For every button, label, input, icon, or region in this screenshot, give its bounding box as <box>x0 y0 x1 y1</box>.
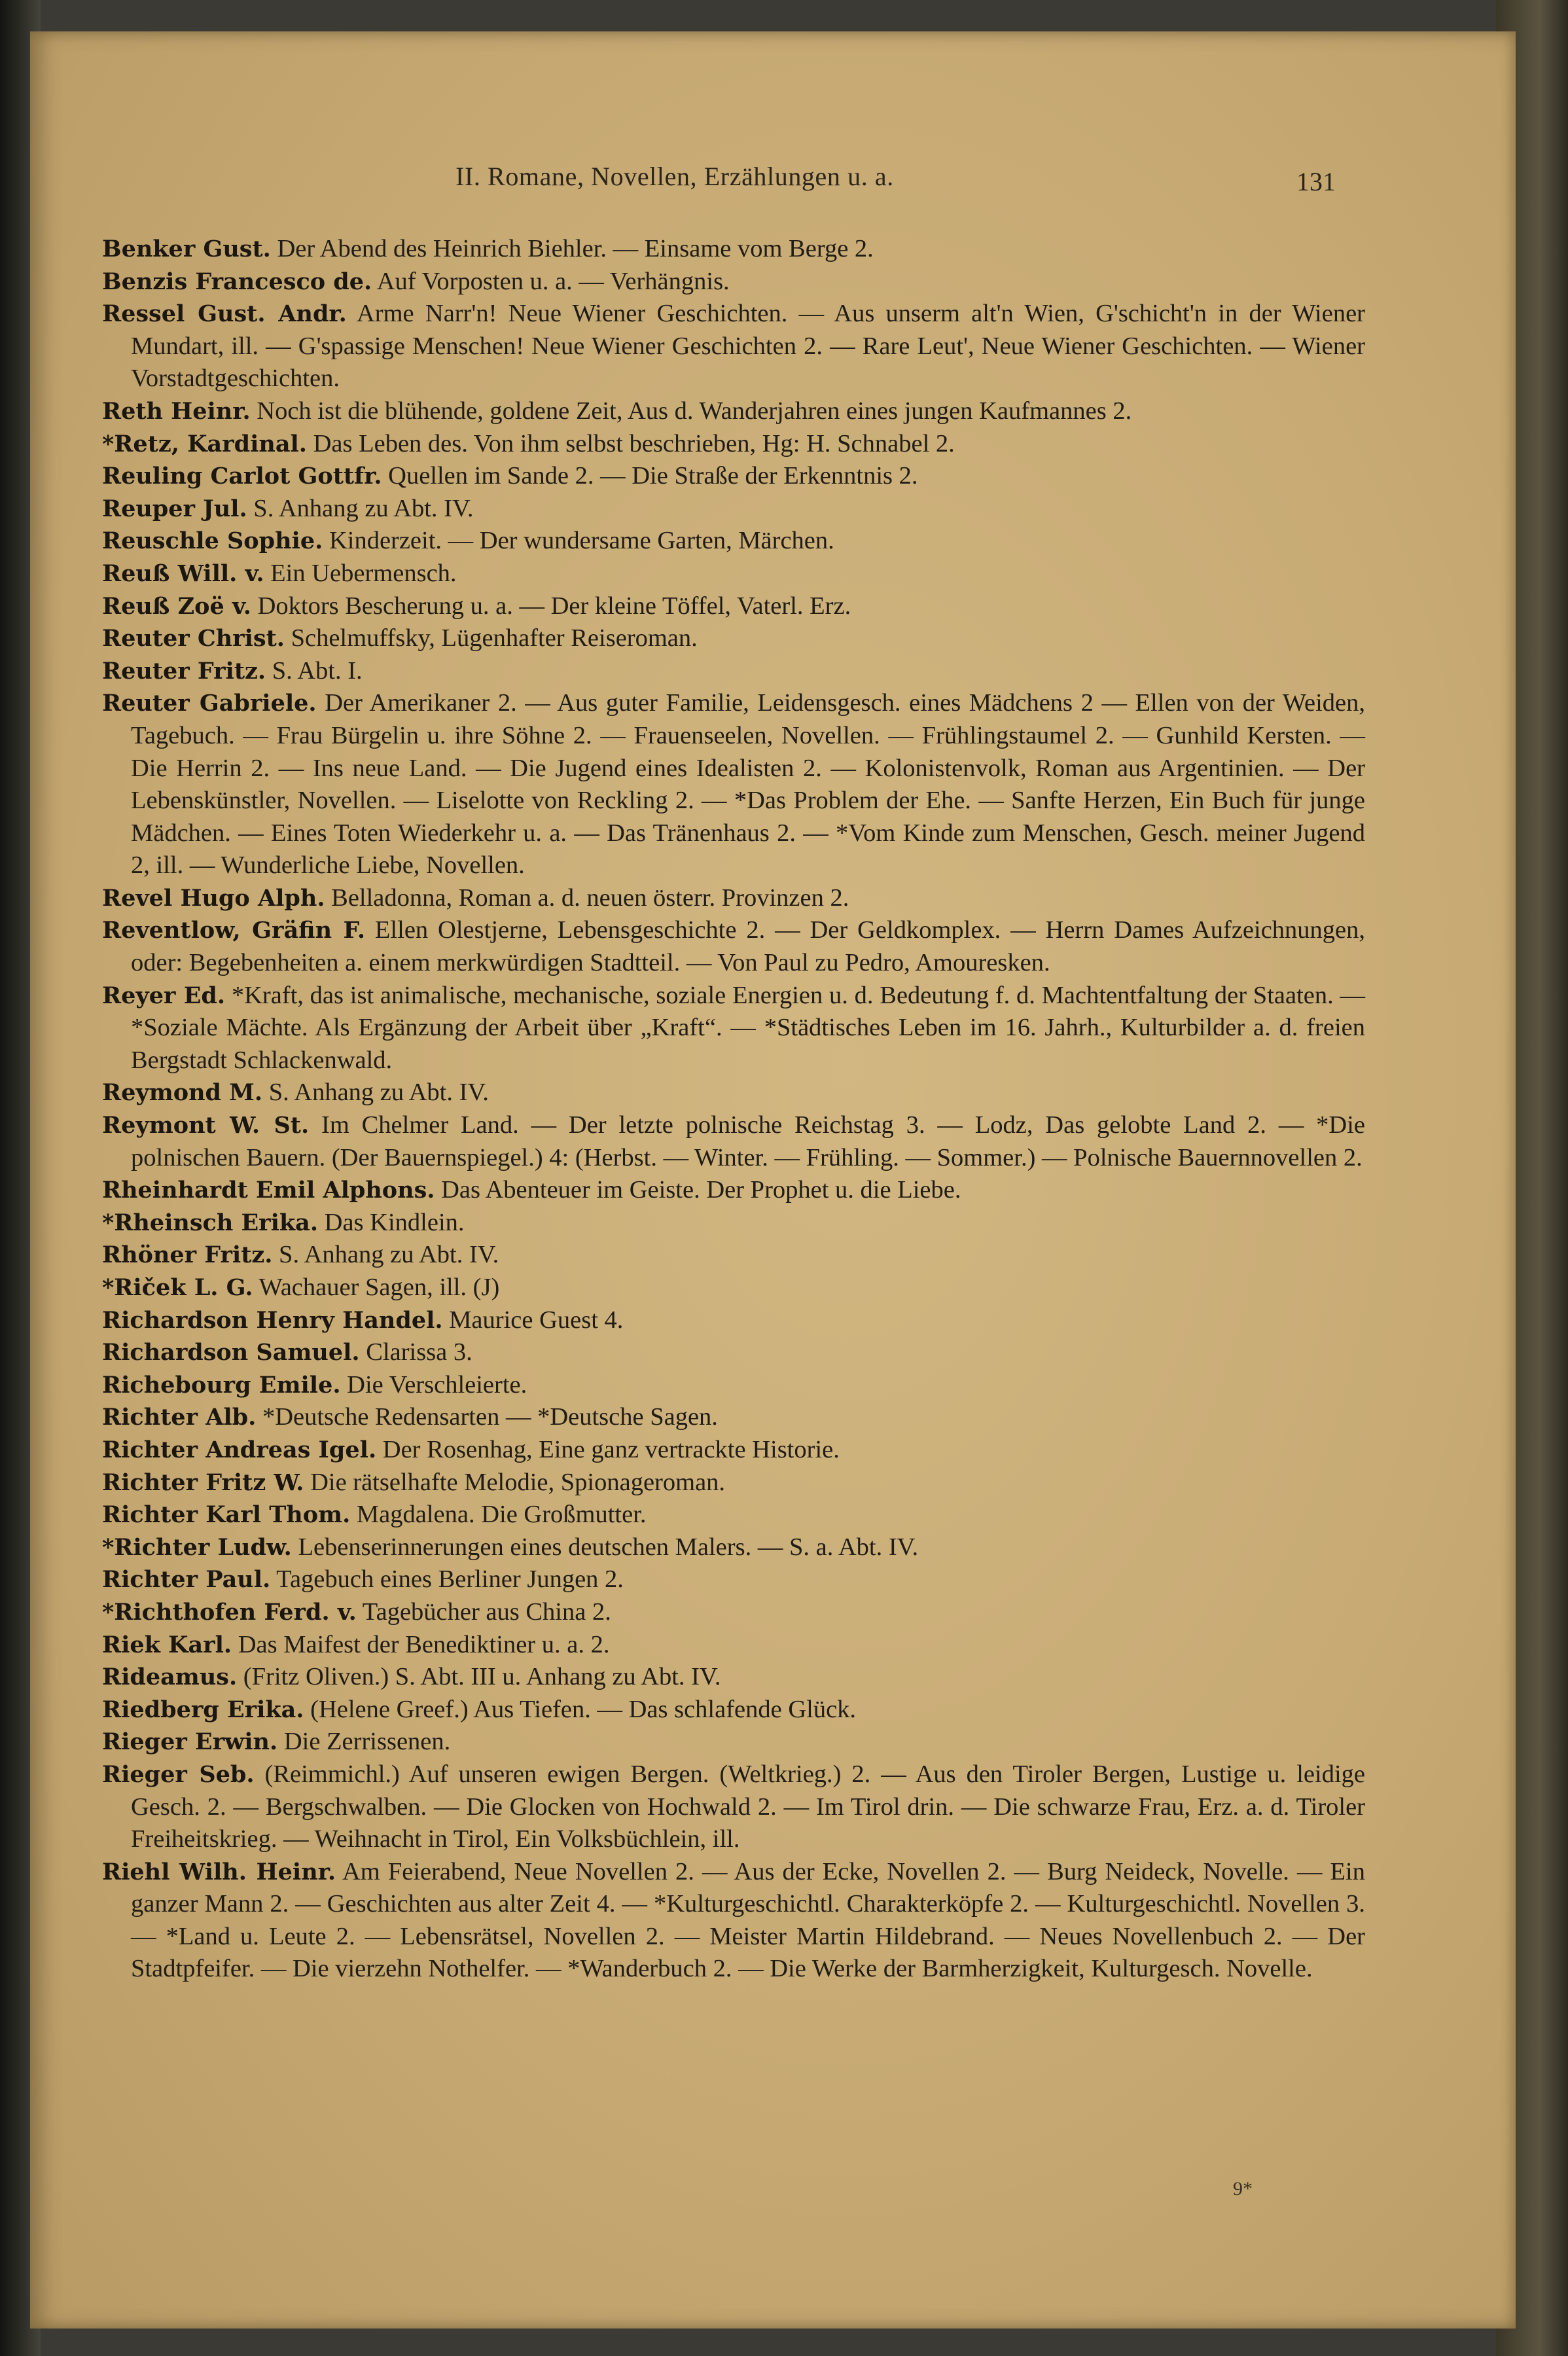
list-item <box>102 493 1365 526</box>
list-item <box>102 1336 1365 1369</box>
entry-works: Die rätselhafte Melodie, Spionageroman. <box>304 1468 726 1496</box>
entry-author: Reuper Jul. <box>102 495 247 522</box>
entry-works: Tagebuch eines Berliner Jungen 2. <box>270 1565 624 1594</box>
page-number: 131 <box>1296 167 1336 196</box>
list-item <box>102 1856 1365 1986</box>
entry-works: (Helene Greef.) Aus Tiefen. — Das schlafende Glück. <box>304 1695 857 1723</box>
entry-author: Richebourg Emile. <box>102 1371 341 1399</box>
entry-author: Reuter Fritz. <box>102 657 266 685</box>
entry-author: Benzis Francesco de. <box>102 268 372 295</box>
entry-works: Belladonna, Roman a. d. neuen österr. Provinzen 2. <box>325 884 849 912</box>
list-item <box>102 1467 1365 1499</box>
entry-works: Das Abenteuer im Geiste. Der Prophet u. die Liebe. <box>435 1176 961 1204</box>
entry-author: Reuter Christ. <box>102 625 285 652</box>
entry-author: Revel Hugo Alph. <box>102 884 325 912</box>
entry-author: *Rheinsch Erika. <box>102 1209 319 1236</box>
entry-works: (Fritz Oliven.) S. Abt. III u. Anhang zu Abt. IV. <box>237 1663 721 1691</box>
entry-author: Reuß Will. v. <box>102 560 264 587</box>
entry-works: Das Kindlein. <box>318 1208 465 1236</box>
list-item <box>102 266 1365 298</box>
list-item <box>102 1207 1365 1240</box>
list-item <box>102 914 1365 979</box>
entry-author: Riedberg Erika. <box>102 1696 304 1723</box>
list-item <box>102 1304 1365 1337</box>
entry-author: Richter Karl Thom. <box>102 1501 351 1529</box>
list-item <box>102 1629 1365 1662</box>
entry-works: Ellen Olestjerne, Lebensgeschichte 2. — Der Geldkomplex. — Herrn Dames Aufzeichnungen, oder: Begebenheiten a. einem merkwürdigen Stadtteil. — Von Paul zu Pedro, Amouresken. <box>131 916 1366 977</box>
list-item <box>102 687 1365 882</box>
entry-works: Schelmuffsky, Lügenhafter Reiseroman. <box>284 624 698 652</box>
list-item <box>102 460 1365 493</box>
entry-works: Am Feierabend, Neue Novellen 2. — Aus der Ecke, Novellen 2. — Burg Neideck, Novelle. — Ein ganzer Mann 2. — Geschichten aus alter Zeit 4. — *Kulturgeschichtl. Charakterköpfe 2. — Kulturgeschichtl. Novellen 3. — *Land u. Leute 2. — Lebensrätsel, Novellen 2. — Meister Martin Hildebrand. — Neues Novellenbuch 2. — Der Stadtpfeifer. — Die vierzehn Nothelfer. — *Wanderbuch 2. — Die Werke der Barmherzigkeit, Kulturgesch. Novelle. <box>131 1857 1365 1983</box>
list-item <box>102 1499 1365 1531</box>
list-item <box>102 298 1365 395</box>
entry-author: Reymont W. St. <box>102 1112 310 1139</box>
entry-works: Der Rosenhag, Eine ganz vertrackte Historie. <box>376 1435 840 1463</box>
list-item <box>102 558 1365 590</box>
list-item <box>102 1239 1365 1272</box>
entry-author: Richardson Henry Handel. <box>102 1306 443 1334</box>
entry-author: Rieger Seb. <box>102 1760 255 1788</box>
entry-author: Riehl Wilh. Heinr. <box>102 1858 336 1885</box>
entry-author: Reth Heinr. <box>102 397 251 425</box>
entry-works: Der Amerikaner 2. — Aus guter Familie, Leidensgesch. eines Mädchens 2 — Ellen von der Weiden, Tagebuch. — Frau Bürgelin u. ihre Söhne 2. — Frauenseelen, Novellen. — Frühlingstaumel 2. — Gunhild Kersten. — Die Herrin 2. — Ins neue Land. — Die Jugend eines Idealisten 2. — Kolonistenvolk, Roman aus Argentinien. — Der Lebenskünstler, Novellen. — Liselotte von Reckling 2. — *Das Problem der Ehe. — Sanfte Herzen, Ein Buch für junge Mädchen. — Eines Toten Wiederkehr u. a. — Das Tränenhaus 2. — *Vom Kinde zum Menschen, Gesch. meiner Jugend 2, ill. — Wunderliche Liebe, Novellen. <box>131 689 1366 880</box>
entry-works: S. Anhang zu Abt. IV. <box>262 1079 489 1107</box>
list-item <box>102 395 1365 428</box>
list-item <box>102 1661 1365 1694</box>
entry-author: *Richthofen Ferd. v. <box>102 1598 357 1626</box>
entry-author: Rideamus. <box>102 1664 238 1691</box>
entry-works: S. Anhang zu Abt. IV. <box>247 494 474 522</box>
entry-works: Quellen im Sande 2. — Die Straße der Erkenntnis 2. <box>382 462 918 490</box>
entry-works: Maurice Guest 4. <box>442 1306 624 1334</box>
list-item <box>102 1726 1365 1758</box>
list-item <box>102 1369 1365 1402</box>
entry-author: Reuß Zoë v. <box>102 592 251 620</box>
entry-list <box>102 233 1365 1986</box>
entry-works: Ein Uebermensch. <box>264 559 457 587</box>
entry-works: Magdalena. Die Großmutter. <box>350 1501 647 1529</box>
list-item <box>102 1077 1365 1109</box>
entry-works: Im Chelmer Land. — Der letzte polnische Reichstag 3. — Lodz, Das gelobte Land 2. — *Die polnischen Bauern. (Der Bauernspiegel.) 4: (Herbst. — Winter. — Frühling. — Sommer.) — Polnische Bauernnovellen 2. <box>131 1111 1365 1171</box>
signature-mark: 9* <box>1233 2178 1253 2200</box>
entry-author: *Richter Ludw. <box>102 1533 292 1561</box>
entry-works: Kinderzeit. — Der wundersame Garten, Märchen. <box>323 527 834 555</box>
entry-author: Riek Karl. <box>102 1631 232 1658</box>
list-item <box>102 1531 1365 1564</box>
book-page <box>30 31 1516 2329</box>
list-item <box>102 1758 1365 1856</box>
list-item <box>102 1434 1365 1467</box>
list-item <box>102 525 1365 558</box>
entry-works: Die Zerrissenen. <box>277 1728 451 1756</box>
list-item <box>102 622 1365 655</box>
entry-works: Doktors Bescherung u. a. — Der kleine Töffel, Vaterl. Erz. <box>251 592 851 620</box>
entry-author: Reventlow, Gräfin F. <box>102 917 366 944</box>
entry-works: S. Abt. I. <box>266 656 363 685</box>
list-item <box>102 655 1365 688</box>
entry-works: *Deutsche Redensarten — *Deutsche Sagen. <box>256 1403 718 1431</box>
entry-works: Das Maifest der Benediktiner u. a. 2. <box>232 1630 610 1658</box>
entry-works: Das Leben des. Von ihm selbst beschrieben, Hg: H. Schnabel 2. <box>306 429 955 457</box>
running-header: II. Romane, Novellen, Erzählungen u. a. <box>455 162 894 191</box>
entry-author: Rhöner Fritz. <box>102 1241 273 1269</box>
entry-author: Ressel Gust. Andr. <box>102 300 347 328</box>
list-item <box>102 233 1365 266</box>
entry-works: (Reimmichl.) Auf unseren ewigen Bergen. (Weltkrieg.) 2. — Aus den Tiroler Bergen, Lustige u. leidige Gesch. 2. — Bergschwalben. — Die Glocken von Hochwald 2. — Im Tirol drin. — Die schwarze Frau, Erz. a. d. Tiroler Freiheitskrieg. — Weihnacht in Tirol, Ein Volksbüchlein, ill. <box>131 1760 1365 1853</box>
entry-works: Noch ist die blühende, goldene Zeit, Aus d. Wanderjahren eines jungen Kaufmannes 2. <box>250 397 1132 425</box>
entry-works: Wachauer Sagen, ill. (J) <box>253 1274 500 1301</box>
list-item <box>102 1272 1365 1304</box>
list-item <box>102 1694 1365 1726</box>
list-item <box>102 590 1365 623</box>
entry-works: Die Verschleierte. <box>340 1370 527 1399</box>
entry-author: Reuter Gabriele. <box>102 690 317 717</box>
entry-author: *Retz, Kardinal. <box>102 430 307 457</box>
list-item <box>102 1401 1365 1434</box>
entry-author: Richter Andreas Igel. <box>102 1436 377 1463</box>
entry-author: Richardson Samuel. <box>102 1339 360 1366</box>
entry-works: Der Abend des Heinrich Biehler. — Einsame vom Berge 2. <box>270 235 874 262</box>
entry-works: Clarissa 3. <box>359 1338 472 1366</box>
entry-works: Arme Narr'n! Neue Wiener Geschichten. — Aus unserm alt'n Wien, G'schicht'n in der Wiener Mundart, ill. — G'spassige Menschen! Neue Wiener Geschichten 2. — Rare Leut', Neue Wiener Geschichten. — Wiener Vorstadtgeschichten. <box>131 300 1365 393</box>
entry-author: Rieger Erwin. <box>102 1728 278 1756</box>
entry-author: Reuling Carlot Gottfr. <box>102 463 382 490</box>
entry-author: Richter Fritz W. <box>102 1469 304 1496</box>
entry-works: Tagebücher aus China 2. <box>356 1597 611 1626</box>
list-item <box>102 1109 1365 1174</box>
entry-author: Rheinhardt Emil Alphons. <box>102 1177 435 1204</box>
entry-author: Reuschle Sophie. <box>102 527 323 555</box>
entry-works: Lebenserinnerungen eines deutschen Malers. — S. a. Abt. IV. <box>291 1533 919 1561</box>
entry-works: Auf Vorposten u. a. — Verhängnis. <box>372 267 730 295</box>
entry-author: Richter Paul. <box>102 1566 271 1594</box>
entry-works: *Kraft, das ist animalische, mechanische, soziale Energien u. d. Bedeutung f. d. Machtentfaltung der Staaten. — *Soziale Mächte. Als Ergänzung der Arbeit über „Kraft“. — *Städtisches Leben im 16. Jahrh., Kulturbilder a. d. freien Bergstadt Schlackenwald. <box>131 981 1365 1074</box>
entry-author: Richter Alb. <box>102 1404 257 1431</box>
list-item <box>102 1174 1365 1207</box>
entry-works: S. Anhang zu Abt. IV. <box>272 1241 499 1269</box>
list-item <box>102 882 1365 915</box>
list-item <box>102 1596 1365 1629</box>
list-item <box>102 428 1365 461</box>
list-item <box>102 1563 1365 1596</box>
entry-author: Reyer Ed. <box>102 982 226 1009</box>
list-item <box>102 980 1365 1077</box>
entry-author: Benker Gust. <box>102 236 271 262</box>
entry-author: Reymond M. <box>102 1079 263 1107</box>
entry-author: *Riček L. G. <box>102 1274 253 1301</box>
